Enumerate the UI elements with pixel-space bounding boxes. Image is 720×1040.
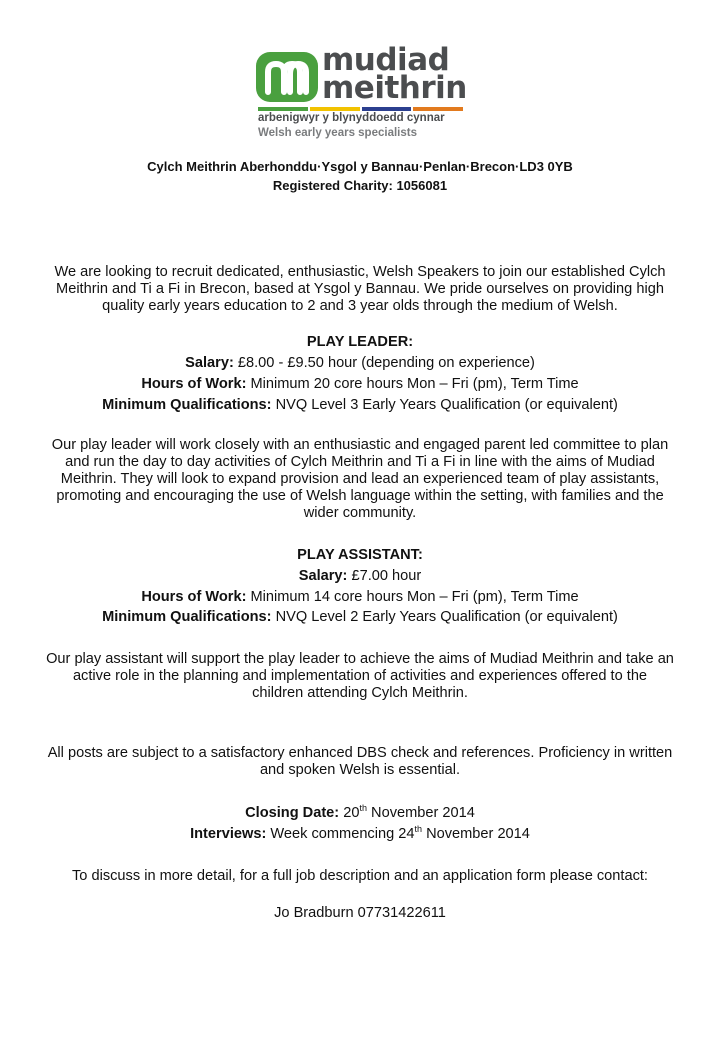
qualifications-label: Minimum Qualifications: xyxy=(102,397,272,413)
play-leader-heading: PLAY LEADER: xyxy=(306,334,414,350)
play-leader-salary xyxy=(40,353,680,373)
interviews-label: Interviews: xyxy=(190,826,267,842)
interviews-day: Week commencing 24 xyxy=(266,826,415,842)
contact-person: Jo Bradburn 07731422611 xyxy=(274,905,446,921)
qualifications-value: NVQ Level 3 Early Years Qualification (or equivalent) xyxy=(271,397,618,413)
hours-label: Hours of Work: xyxy=(141,376,247,392)
logo-word-mudiad: mudiad xyxy=(322,42,450,78)
qualifications-value: NVQ Level 2 Early Years Qualification (or equivalent) xyxy=(271,609,618,625)
intro-paragraph: We are looking to recruit dedicated, enthusiastic, Welsh Speakers to join our established Cylch Meithrin and Ti a Fi in Brecon, based at Ysgol y Bannau. We pride ourselves on providing high quality early years education to 2 and 3 year olds through the medium of Welsh. xyxy=(54,264,666,314)
play-assistant-salary xyxy=(40,566,680,586)
hours-value: Minimum 20 core hours Mon – Fri (pm), Term Time xyxy=(246,376,579,392)
logo-color-bars xyxy=(258,107,463,111)
salary-label: Salary: xyxy=(185,355,234,371)
logo-tagline-english: Welsh early years specialists xyxy=(258,127,417,139)
interviews-rest: November 2014 xyxy=(422,826,530,842)
charity-number: Registered Charity: 1056081 xyxy=(272,178,448,193)
hours-label: Hours of Work: xyxy=(141,589,247,605)
play-leader-hours xyxy=(40,374,680,394)
hours-value: Minimum 14 core hours Mon – Fri (pm), Term Time xyxy=(246,589,579,605)
contact-paragraph: To discuss in more detail, for a full job description and an application form please contact: xyxy=(72,868,648,884)
play-assistant-qualifications xyxy=(40,607,680,627)
mm-logo-icon xyxy=(256,52,318,102)
closing-date-suffix: th xyxy=(359,803,367,814)
mudiad-meithrin-logo xyxy=(256,44,466,144)
letterhead xyxy=(40,157,680,195)
interviews-suffix: th xyxy=(414,824,423,835)
logo-word-meithrin: meithrin xyxy=(322,70,467,106)
dbs-check-paragraph: All posts are subject to a satisfactory enhanced DBS check and references. Proficiency in written and spoken Welsh is essential. xyxy=(47,745,673,778)
salary-value: £8.00 - £9.50 hour (depending on experience) xyxy=(233,355,535,371)
logo-tagline-welsh: arbenigwyr y blynyddoedd cynnar xyxy=(258,112,445,124)
closing-date-rest: November 2014 xyxy=(366,805,475,821)
closing-date-label: Closing Date: xyxy=(245,805,340,821)
closing-date xyxy=(40,803,680,823)
interviews-date xyxy=(40,824,680,844)
play-assistant-hours xyxy=(40,587,680,607)
qualifications-label: Minimum Qualifications: xyxy=(102,609,272,625)
salary-value: £7.00 hour xyxy=(347,568,422,584)
play-assistant-description: Our play assistant will support the play leader to achieve the aims of Mudiad Meithrin and take an active role in the planning and implementation of activities and experiences offered to the children attending Cylch Meithrin. xyxy=(46,651,674,701)
play-leader-qualifications xyxy=(40,395,680,415)
play-leader-description: Our play leader will work closely with an enthusiastic and engaged parent led committee to plan and run the day to day activities of Cylch Meithrin and Ti a Fi in line with the aims of Mudiad Meithrin. They will look to expand provision and lead an experienced team of play assistants, promoting and encouraging the use of Welsh language within the setting, with families and the wider community. xyxy=(51,437,669,521)
play-assistant-heading: PLAY ASSISTANT: xyxy=(297,547,423,563)
closing-date-day: 20 xyxy=(339,805,360,821)
address-line: Cylch Meithrin Aberhonddu·Ysgol y Bannau·Penlan·Brecon·LD3 0YB xyxy=(147,159,573,174)
salary-label: Salary: xyxy=(298,568,348,584)
